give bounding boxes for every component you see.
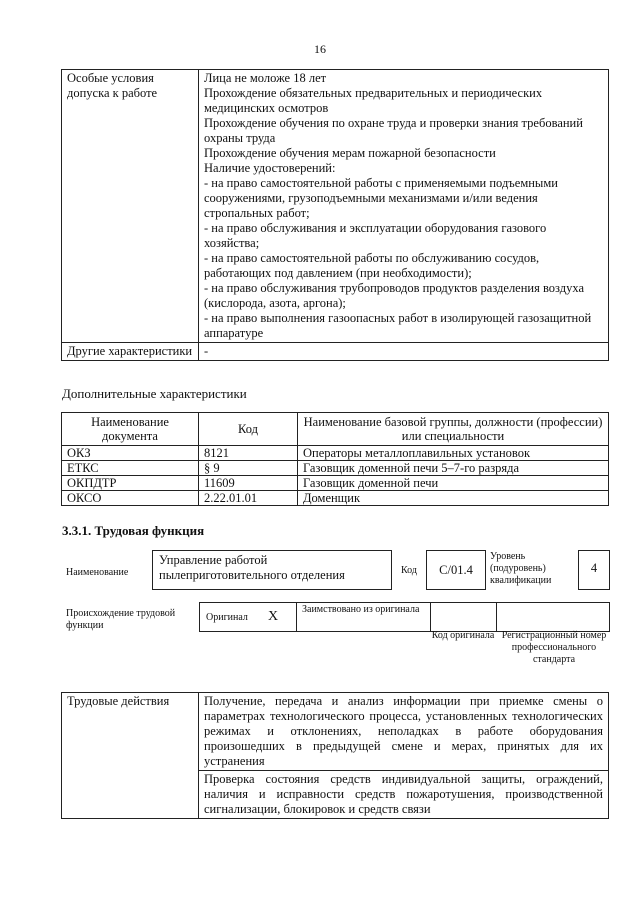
name-label: Наименование: [66, 567, 129, 578]
conditions-label: Особые условия допуска к работе: [62, 70, 199, 343]
condition-line: - на право обслуживания и эксплуатации оборудования газового хозяйства;: [204, 221, 547, 250]
condition-line: Наличие удостоверений:: [204, 161, 336, 175]
table-cell: ОКЗ: [62, 446, 199, 461]
table-row: [62, 446, 609, 461]
conditions-table: [61, 69, 609, 361]
origin-label: Происхождение трудовой функции: [66, 608, 176, 631]
additional-table: [61, 412, 609, 506]
code-value: С/01.4: [439, 563, 473, 577]
table-row: [62, 70, 609, 343]
level-box: [578, 550, 610, 590]
table-cell: 2.22.01.01: [199, 491, 298, 506]
page-number: 16: [314, 42, 326, 56]
condition-line: - на право выполнения газоопасных работ в изолирующей газозащитной аппаратуре: [204, 311, 592, 340]
actions-table: [61, 692, 609, 819]
function-title: 3.3.1. Трудовая функция: [62, 523, 205, 538]
table-cell: ОКПДТР: [62, 476, 199, 491]
code-label: Код: [401, 565, 417, 576]
condition-line: - на право обслуживания трубопроводов продуктов разделения воздуха (кислорода, азота, аргона);: [204, 281, 585, 310]
origin-code-cell: [430, 602, 497, 632]
name-value: Управление работой пылеприготовительного отделения: [159, 553, 345, 582]
table-cell: Доменщик: [298, 491, 609, 506]
table-cell: § 9: [199, 461, 298, 476]
table-row: [62, 343, 609, 361]
code-box: [426, 550, 486, 590]
level-value: 4: [590, 561, 598, 575]
table-cell: Газовщик доменной печи 5–7-го разряда: [298, 461, 609, 476]
table-cell: ЕТКС: [62, 461, 199, 476]
reg-number-cell: [496, 602, 610, 632]
condition-line: Прохождение обучения по охране труда и проверки знания требований охраны труда: [204, 116, 583, 145]
column-header: Код: [199, 413, 298, 446]
level-label: Уровень (подуровень) квалификации: [490, 551, 552, 586]
condition-line: Прохождение обучения мерам пожарной безопасности: [204, 146, 496, 160]
original-label: Оригинал: [206, 612, 248, 623]
original-cell: [199, 602, 296, 632]
actions-label: Трудовые действия: [62, 693, 199, 819]
original-mark: X: [268, 609, 279, 624]
action-item: Проверка состояния средств индивидуальной защиты, ограждений, наличия и исправности средств пожаротушения, производственной сигнализации, блокировок и средств связи: [199, 771, 609, 819]
other-label: Другие характеристики: [62, 343, 199, 361]
table-cell: ОКСО: [62, 491, 199, 506]
borrowed-label: Заимствовано из оригинала: [302, 604, 420, 615]
table-row: [62, 491, 609, 506]
reg-number-label: Регистрационный номер профессионального стандарта: [501, 630, 607, 665]
table-row: [62, 476, 609, 491]
borrowed-cell: [296, 602, 431, 632]
condition-line: Лица не моложе 18 лет: [204, 71, 327, 85]
action-item: Получение, передача и анализ информации при приемке смены о параметрах технологического процесса, установленных технологических режимах и отклонениях, неполадках в работе оборудования произошедших в предыдущей смене и мерах, принятых для их устранения: [199, 693, 609, 771]
table-cell: Газовщик доменной печи: [298, 476, 609, 491]
condition-line: Прохождение обязательных предварительных и периодических медицинских осмотров: [204, 86, 543, 115]
origin-code-label: Код оригинала: [431, 630, 495, 641]
table-header-row: [62, 413, 609, 446]
table-cell: 11609: [199, 476, 298, 491]
name-box: [152, 550, 392, 590]
table-row: [62, 461, 609, 476]
other-value: -: [199, 343, 609, 361]
table-row: [62, 693, 609, 771]
condition-line: - на право самостоятельной работы по обслуживанию сосудов, работающих под давлением (при необходимости);: [204, 251, 540, 280]
column-header: Наименование документа: [62, 413, 199, 446]
table-cell: Операторы металлоплавильных установок: [298, 446, 609, 461]
conditions-value: [199, 70, 609, 343]
column-header: Наименование базовой группы, должности (профессии) или специальности: [298, 413, 609, 446]
condition-line: - на право самостоятельной работы с применяемыми подъемными сооружениями, грузоподъемными механизмами и/или ведения стропальных работ;: [204, 176, 558, 220]
table-cell: 8121: [199, 446, 298, 461]
additional-title: Дополнительные характеристики: [62, 386, 247, 401]
